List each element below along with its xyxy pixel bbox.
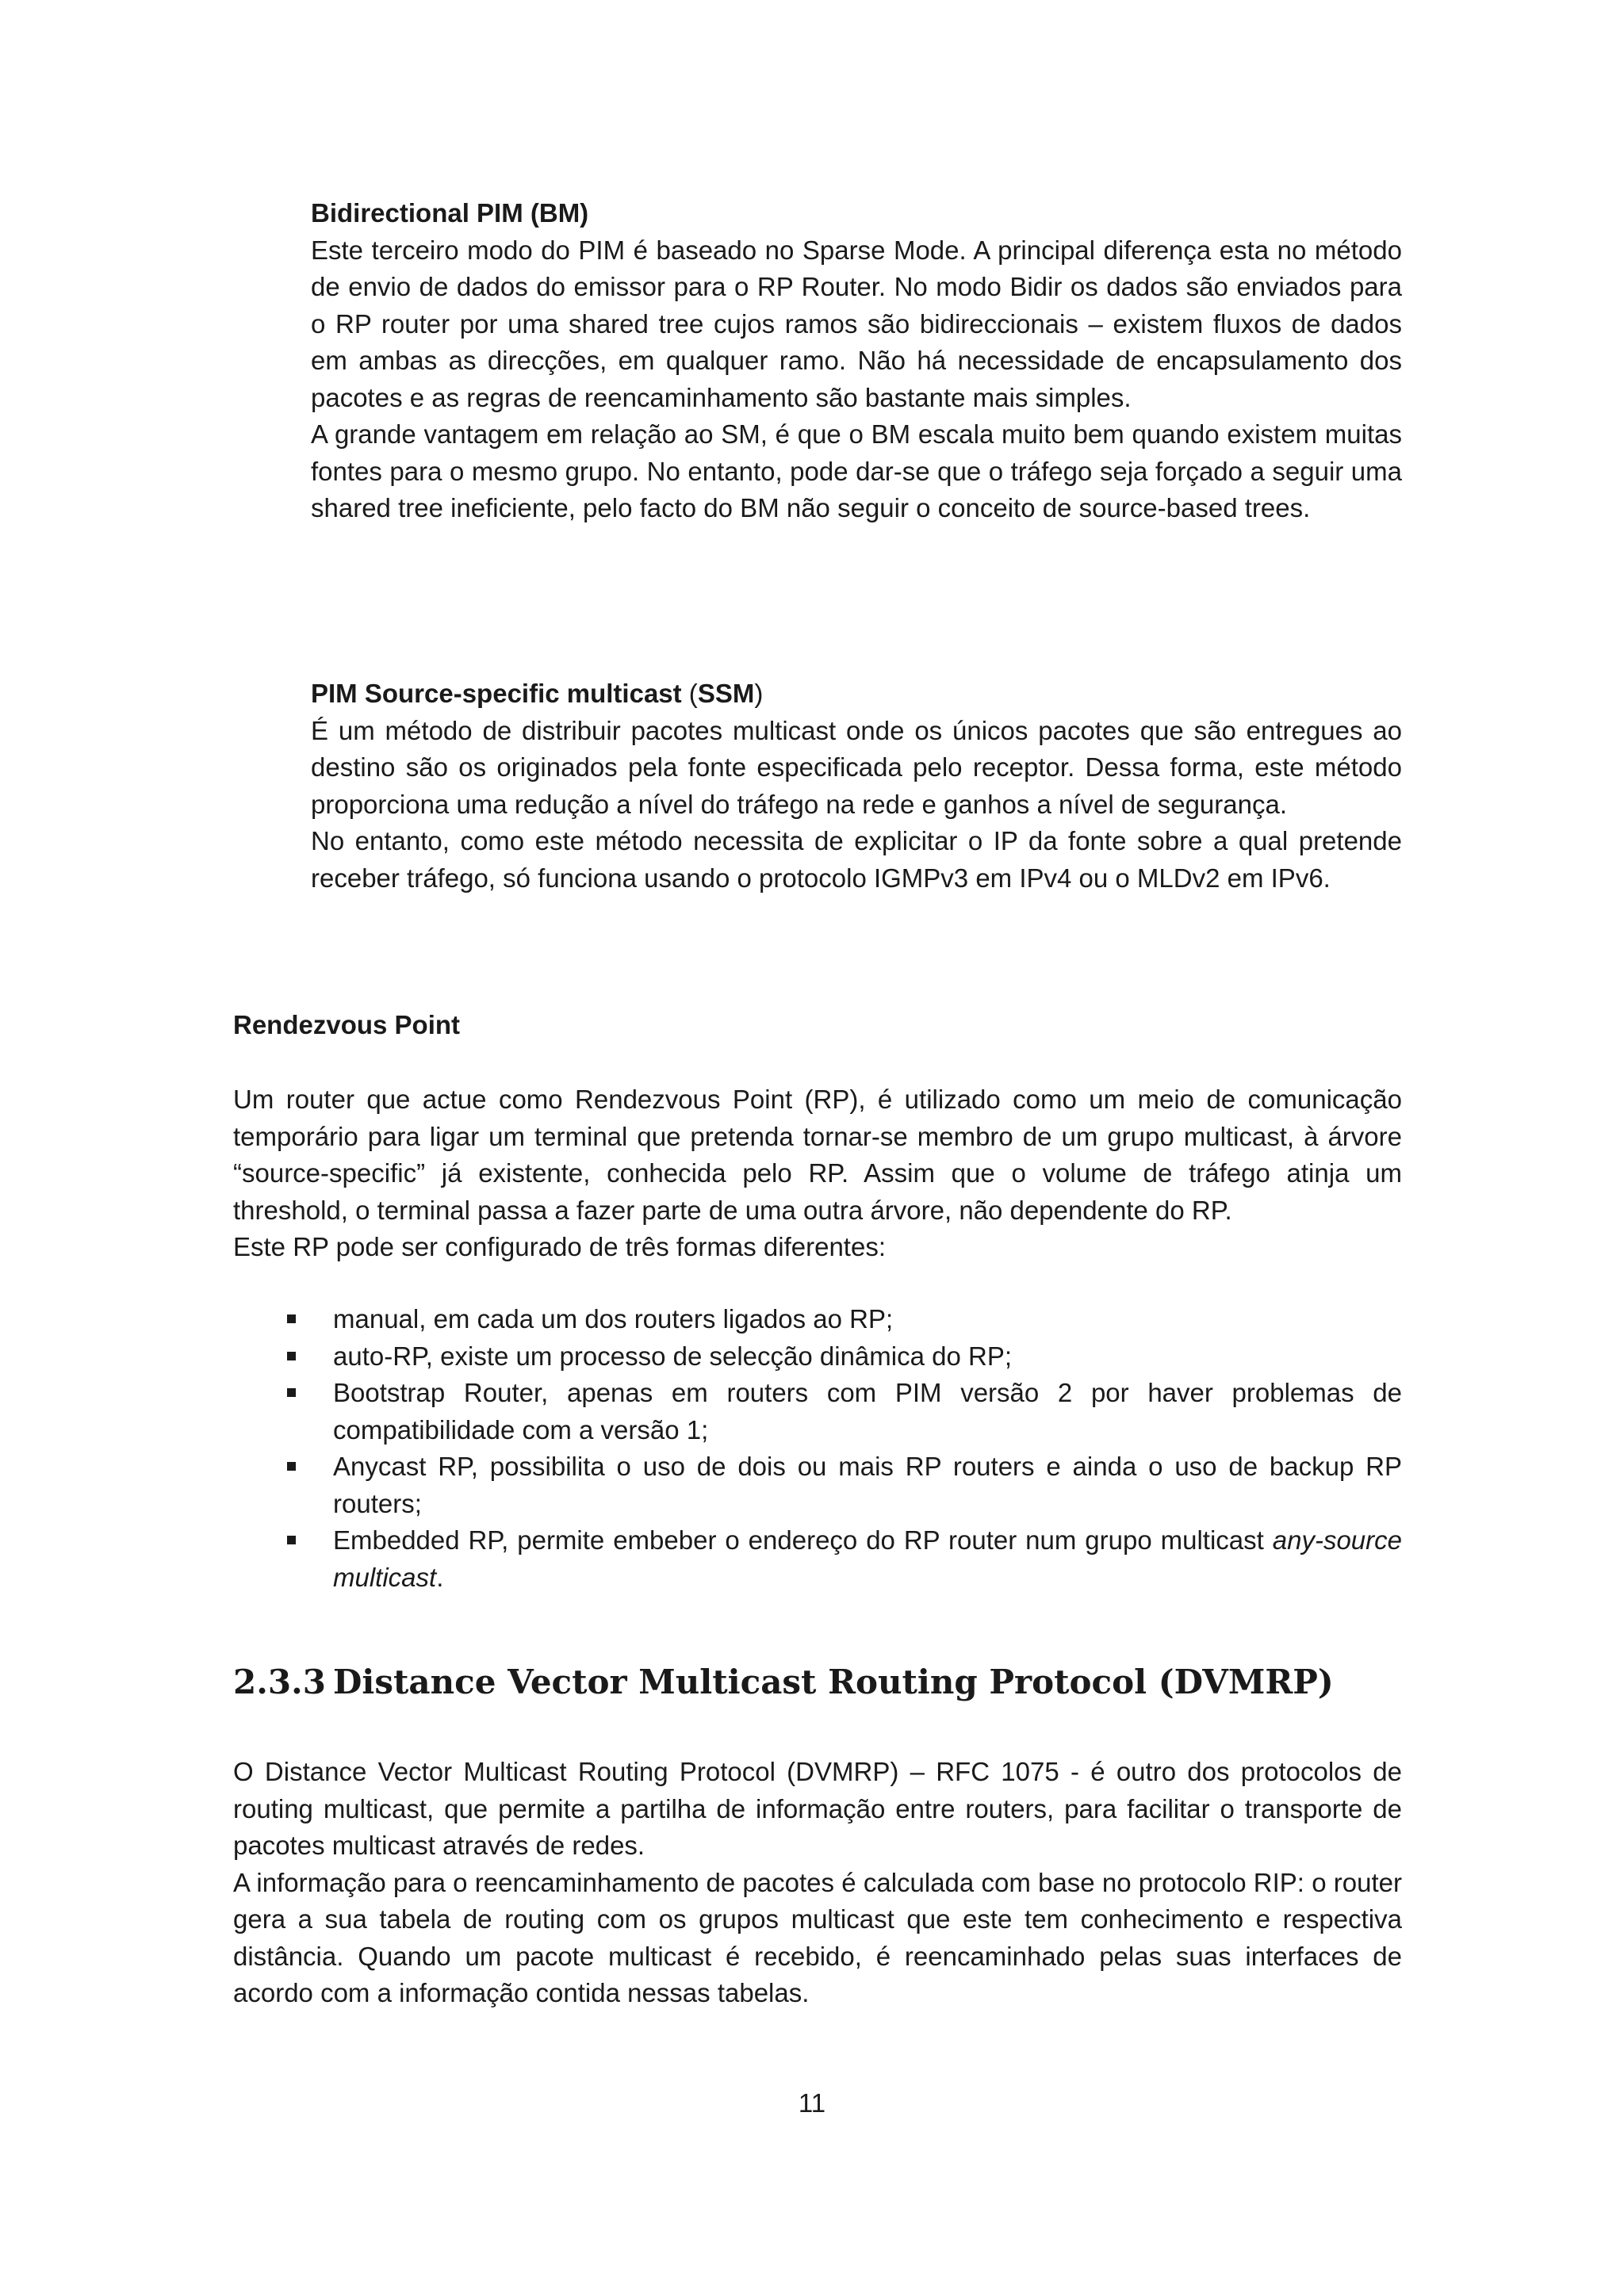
dvmrp-paragraph-2: A informação para o reencaminhamento de pacotes é calculada com base no protocolo RIP: o router gera a sua tabela de routing com os grupos multicast que este tem conhecimento e respectiva distância. Quando um pacote multicast é recebido, é reencaminhado pelas suas interfaces de acordo com a informação contida nessas tabelas. [233,1867,1402,2007]
rendezvous-point-body [233,1081,1402,1266]
page-number: 11 [798,2088,826,2118]
bidirectional-pim-paragraph-2: A grande vantagem em relação ao SM, é que o BM escala muito bem quando existem muitas fontes para o mesmo grupo. No entanto, pode dar-se que o tráfego seja forçado a seguir uma shared tree ineficiente, pelo facto do BM não seguir o conceito de source-based trees. [311,419,1402,522]
list-item [233,1301,1402,1338]
section-number: 2.3.3 [233,1663,326,1701]
section-title: Distance Vector Multicast Routing Protocol (DVMRP) [333,1663,1334,1701]
list-item-text: Bootstrap Router, apenas em routers com PIM versão 2 por haver problemas de compatibilidade com a versão 1; [333,1378,1402,1445]
rendezvous-point-paragraph-2: Este RP pode ser configurado de três formas diferentes: [233,1232,887,1261]
list-item-text: auto-RP, existe um processo de selecção dinâmica do RP; [333,1341,1013,1371]
section-rendezvous-point [233,1007,1402,1044]
pim-ssm-heading-close: ) [754,679,764,708]
rendezvous-point-heading: Rendezvous Point [233,1010,461,1039]
square-bullet-icon [287,1462,296,1471]
pim-ssm-heading-abbr: SSM [697,679,755,708]
pim-ssm-heading-open: ( [681,679,698,708]
square-bullet-icon [287,1536,296,1544]
list-item [233,1338,1402,1376]
pim-ssm-paragraph-2: No entanto, como este método necessita de explicitar o IP da fonte sobre a qual pretende receber tráfego, só funciona usando o protocolo IGMPv3 em IPv4 ou o MLDv2 em IPv6. [311,826,1402,893]
bidirectional-pim-paragraph-1: Este terceiro modo do PIM é baseado no Sparse Mode. A principal diferença esta no método de envio de dados do emissor para o RP Router. No modo Bidir os dados são enviados para o RP router por uma shared tree cujos ramos são bidireccionais – existem fluxos de dados em ambas as direcções, em qualquer ramo. Não há necessidade de encapsulamento dos pacotes e as regras de reencaminhamento são bastante mais simples. [311,235,1402,412]
square-bullet-icon [287,1314,296,1323]
pim-ssm-paragraph-1: É um método de distribuir pacotes multicast onde os únicos pacotes que são entregues ao destino são os originados pela fonte especificada pelo receptor. Dessa forma, este método proporciona uma redução a nível do tráfego na rede e ganhos a nível de segurança. [311,715,1402,819]
square-bullet-icon [287,1352,296,1360]
square-bullet-icon [287,1388,296,1397]
dvmrp-body [233,1754,1402,2012]
list-item-text: Anycast RP, possibilita o uso de dois ou mais RP routers e ainda o uso de backup RP routers; [333,1452,1402,1518]
list-item [233,1522,1402,1596]
bidirectional-pim-heading: Bidirectional PIM (BM) [311,198,589,228]
list-item [233,1448,1402,1522]
rp-configuration-list [233,1301,1402,1596]
rendezvous-point-paragraph-1: Um router que actue como Rendezvous Point (RP), é utilizado como um meio de comunicação temporário para ligar um terminal que pretenda tornar-se membro de um grupo multicast, à árvore “source-specific” já existente, conhecida pelo RP. Assim que o volume de tráfego atinja um threshold, o terminal passa a fazer parte de uma outra árvore, não dependente do RP. [233,1085,1402,1225]
list-item-text: Embedded RP, permite embeber o endereço do RP router num grupo multicast [333,1525,1273,1555]
list-item-text-end: . [436,1562,444,1592]
section-heading-dvmrp [233,1660,1334,1705]
list-item-text: manual, em cada um dos routers ligados ao RP; [333,1304,894,1334]
section-bidirectional-pim [311,195,1402,527]
pim-ssm-heading [311,675,1402,713]
section-pim-ssm [311,675,1402,897]
list-item [233,1375,1402,1448]
dvmrp-paragraph-1: O Distance Vector Multicast Routing Protocol (DVMRP) – RFC 1075 - é outro dos protocolos de routing multicast, que permite a partilha de informação entre routers, para facilitar o transporte de pacotes multicast através de redes. [233,1757,1402,1860]
list-item-italic-text: any-source multicast [333,1525,1402,1592]
pim-ssm-heading-bold: PIM Source-specific multicast [311,679,682,708]
